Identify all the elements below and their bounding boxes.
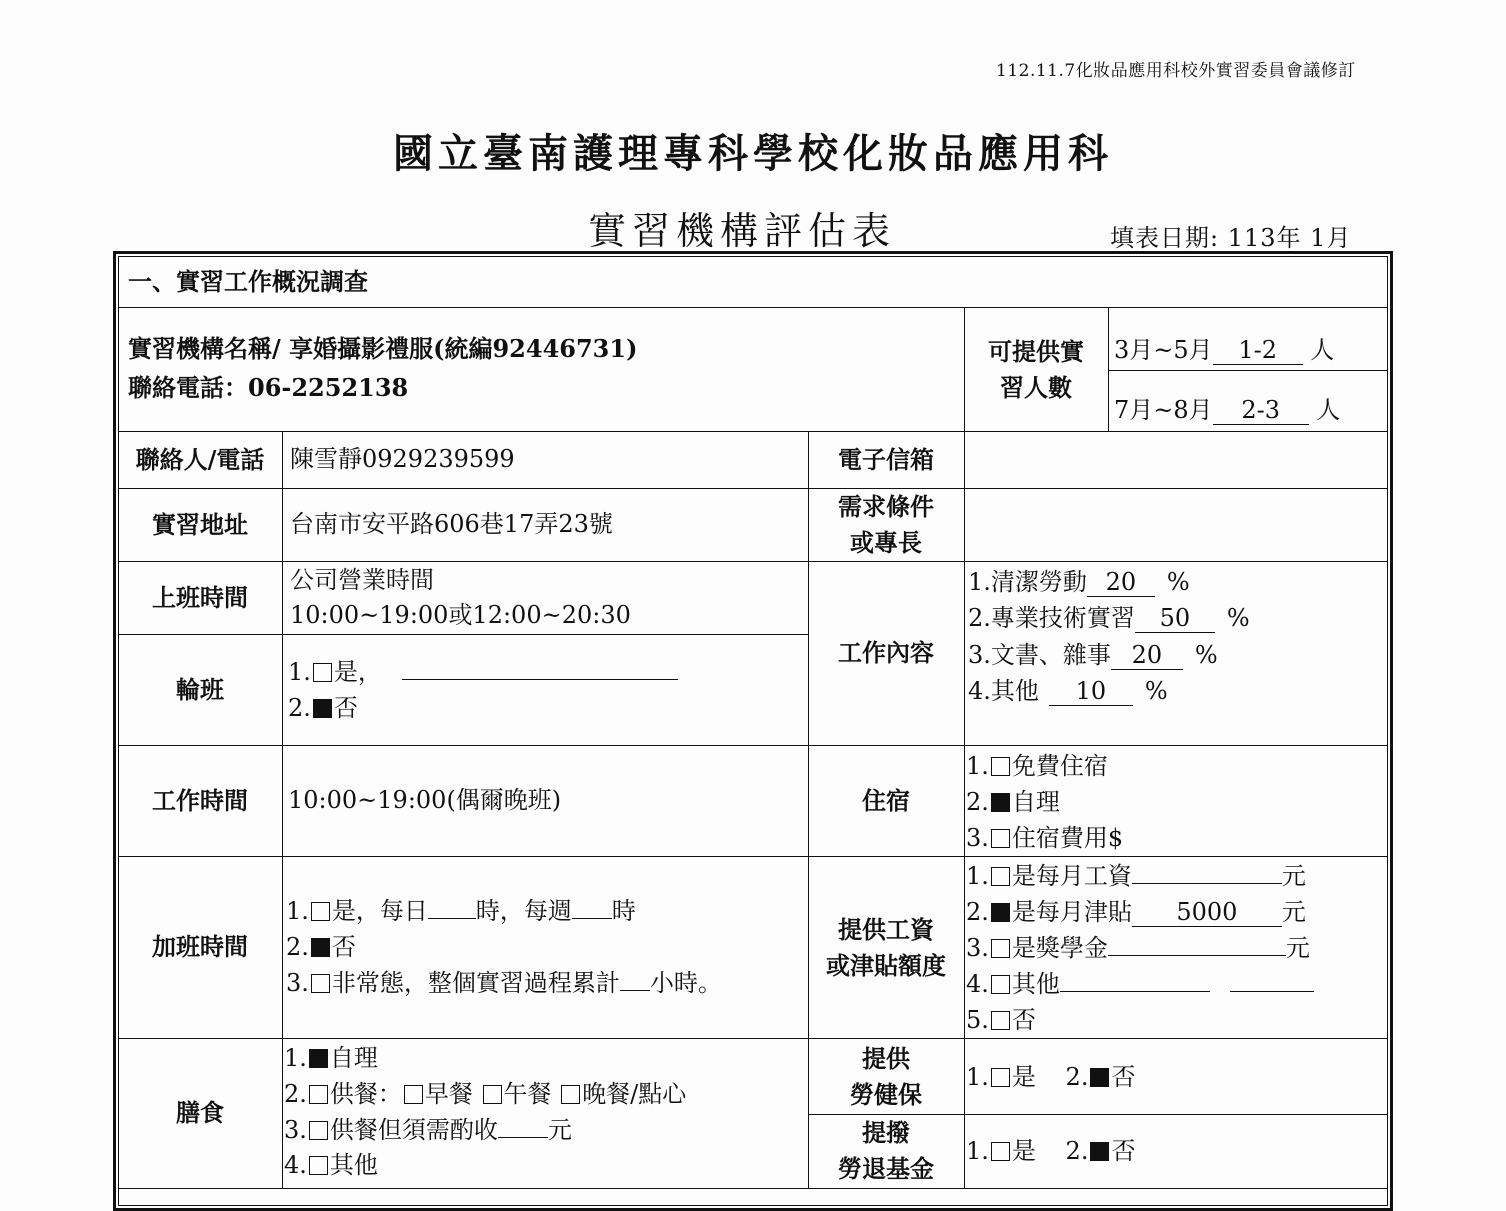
checkbox-checked[interactable] (309, 1049, 328, 1068)
checkbox[interactable] (991, 975, 1010, 994)
capacity-row (1114, 392, 1340, 428)
blank-line (402, 679, 678, 680)
shift-label: 輪班 (176, 674, 224, 704)
email-label: 電子信箱 (838, 444, 934, 474)
option-text: 是每月津貼 (1011, 898, 1132, 926)
option-number: 1. (284, 1044, 307, 1072)
rule (118, 431, 1388, 432)
checkbox[interactable] (991, 757, 1010, 776)
option-number: 2. (966, 788, 989, 816)
option-text: 是， (333, 658, 382, 686)
blank-line (572, 918, 612, 919)
job-item-value: 20 (1111, 641, 1183, 670)
option-text: 元 (547, 1116, 572, 1144)
option-text: 是 (1011, 1063, 1036, 1091)
job-item-value: 50 (1135, 604, 1215, 633)
checkbox[interactable] (309, 1156, 328, 1175)
checkbox-checked[interactable] (1090, 1142, 1109, 1161)
rule (118, 1038, 1388, 1039)
option-value: 5000 (1132, 898, 1282, 927)
overtime-option-no (286, 929, 356, 965)
capacity-label (964, 330, 1108, 410)
capacity-label-line1: 可提供實 (988, 337, 1084, 366)
blank-line (498, 1137, 548, 1138)
option-number: 2. (966, 898, 989, 926)
capacity-period: 3月~5月 (1114, 336, 1213, 364)
capacity-unit: 人 (1316, 396, 1341, 424)
rule (118, 488, 1388, 489)
option-text: 否 (1111, 1063, 1136, 1091)
job-content-item (968, 673, 1168, 709)
checkbox[interactable] (483, 1085, 502, 1104)
option-text: 是，每日 (331, 897, 428, 925)
checkbox-checked[interactable] (991, 903, 1010, 922)
checkbox-checked[interactable] (313, 699, 332, 718)
labor-insurance-label (808, 1040, 964, 1114)
job-item-text: 2.專業技術實習 (968, 604, 1135, 632)
checkbox[interactable] (313, 663, 332, 682)
requirements-label (808, 488, 964, 561)
option-number: 2. (284, 1080, 307, 1108)
address-label: 實習地址 (152, 509, 248, 539)
option-number: 3. (286, 969, 309, 997)
option-text: 是獎學金 (1011, 934, 1108, 962)
institution-phone: 聯絡電話：06-2252138 (128, 373, 409, 402)
option-number: 1. (966, 862, 989, 890)
checkbox[interactable] (561, 1085, 580, 1104)
checkbox[interactable] (991, 939, 1010, 958)
option-text: 其他 (329, 1151, 378, 1179)
institution-name: 實習機構名稱/ 享婚攝影禮服(統編92446731) (128, 334, 638, 363)
option-text: 晚餐/點心 (582, 1080, 687, 1108)
checkbox[interactable] (311, 902, 330, 921)
lodging-option (966, 820, 1123, 856)
salary-option (966, 1002, 1036, 1038)
option-text: 是每月工資 (1011, 862, 1132, 890)
labor-insurance-label-line1: 提供 (862, 1044, 910, 1073)
working-time-label: 工作時間 (152, 785, 248, 815)
checkbox[interactable] (991, 1068, 1010, 1087)
option-text: 非常態，整個實習過程累計 (331, 969, 620, 997)
option-text: 時 (611, 897, 636, 925)
blank-line (1060, 991, 1210, 992)
section-heading: 一、實習工作概況調查 (128, 267, 368, 296)
capacity-count: 1-2 (1213, 336, 1303, 365)
option-text: 免費住宿 (1011, 752, 1108, 780)
job-item-value: 10 (1049, 677, 1133, 706)
revision-note: 112.11.7化妝品應用科校外實習委員會議修訂 (996, 61, 1356, 81)
rule (118, 307, 1388, 308)
option-text: 否 (1111, 1137, 1136, 1165)
checkbox-checked[interactable] (991, 793, 1010, 812)
school-title: 國立臺南護理專科學校化妝品應用科 (393, 130, 1113, 177)
option-text: 小時。 (649, 969, 722, 997)
checkbox[interactable] (309, 1085, 328, 1104)
meals-option (284, 1147, 378, 1183)
option-number: 1. (966, 1137, 989, 1165)
option-value (1132, 883, 1282, 884)
overtime-option-yes (286, 893, 636, 929)
pension-label-line1: 提撥 (862, 1118, 910, 1147)
option-number: 3. (966, 934, 989, 962)
form-title: 實習機構評估表 (588, 209, 897, 253)
option-text: 否 (333, 694, 358, 722)
option-unit: 元 (1285, 934, 1310, 962)
requirements-label-line2: 或專長 (850, 527, 922, 557)
checkbox[interactable] (309, 1121, 328, 1140)
overtime-option-irregular (286, 965, 722, 1001)
option-number: 1. (966, 752, 989, 780)
fill-date-label: 填表日期: (1110, 224, 1220, 252)
salary-label (808, 890, 964, 1005)
option-unit: 元 (1281, 898, 1306, 926)
salary-option (966, 966, 1314, 1002)
work-hours-line2: 10:00~19:00或12:00~20:30 (290, 601, 631, 629)
checkbox-checked[interactable] (311, 938, 330, 957)
option-number: 2. (1065, 1137, 1089, 1165)
capacity-label-line2: 習人數 (1000, 373, 1072, 402)
rule (964, 431, 965, 1188)
option-number: 2. (1065, 1063, 1089, 1091)
job-content-item (968, 637, 1218, 673)
meals-label: 膳食 (176, 1098, 224, 1127)
job-content-label: 工作內容 (838, 638, 934, 667)
checkbox[interactable] (991, 829, 1010, 848)
meals-option (284, 1076, 686, 1112)
checkbox[interactable] (311, 974, 330, 993)
option-number: 4. (966, 970, 989, 998)
option-text: 時，每週 (475, 897, 572, 925)
work-hours-line1: 公司營業時間 (290, 566, 434, 594)
pension-label (808, 1114, 964, 1188)
blank-line (620, 990, 650, 991)
working-time-value: 10:00~19:00(偶爾晚班) (288, 786, 562, 814)
rule (282, 431, 283, 1188)
work-hours-label: 上班時間 (152, 582, 248, 612)
rule (1108, 307, 1109, 431)
job-item-text: 3.文書、雜事 (968, 641, 1111, 669)
option-text: 自理 (329, 1044, 378, 1072)
option-text: 是 (1011, 1137, 1036, 1165)
option-text: 早餐 (424, 1080, 473, 1108)
checkbox[interactable] (991, 867, 1010, 886)
option-text: 其他 (1011, 970, 1060, 998)
job-item-unit: % (1166, 568, 1190, 596)
salary-option (966, 894, 1306, 930)
meals-option (284, 1040, 378, 1076)
blank-line (1230, 991, 1314, 992)
checkbox[interactable] (404, 1085, 423, 1104)
capacity-unit: 人 (1310, 336, 1335, 364)
salary-option (966, 930, 1310, 966)
option-text: 供餐但須需酌收 (329, 1116, 498, 1144)
rule (118, 745, 1388, 746)
lodging-option (966, 784, 1060, 820)
salary-option (966, 858, 1306, 894)
option-number: 2. (288, 694, 311, 722)
contact-value: 陳雪靜0929239599 (290, 445, 515, 473)
option-number: 4. (284, 1151, 307, 1179)
address-value: 台南市安平路606巷17弄23號 (290, 510, 613, 538)
job-item-text: 4.其他 (968, 677, 1039, 705)
capacity-period: 7月~8月 (1114, 396, 1213, 424)
salary-label-line1: 提供工資 (838, 914, 934, 944)
pension-options (966, 1133, 1135, 1169)
capacity-row (1114, 332, 1334, 368)
option-number: 5. (966, 1006, 989, 1034)
contact-label: 聯絡人/電話 (135, 444, 265, 474)
rule (118, 1188, 1388, 1189)
option-number: 1. (966, 1063, 989, 1091)
job-item-unit: % (1226, 604, 1250, 632)
option-text: 住宿費用$ (1011, 824, 1124, 852)
checkbox[interactable] (991, 1011, 1010, 1030)
option-number: 3. (966, 824, 989, 852)
job-item-unit: % (1194, 641, 1218, 669)
shift-option-yes (288, 654, 678, 690)
blank-line (428, 918, 476, 919)
checkbox-checked[interactable] (1090, 1068, 1109, 1087)
lodging-option (966, 748, 1108, 784)
option-text: 否 (1011, 1006, 1036, 1034)
job-item-unit: % (1144, 677, 1168, 705)
job-item-text: 1.清潔勞動 (968, 568, 1087, 596)
rule (118, 856, 1388, 857)
option-unit: 元 (1281, 862, 1306, 890)
shift-option-no (288, 690, 358, 726)
rule (1108, 370, 1388, 371)
job-content-item (968, 600, 1250, 636)
fill-date (1110, 218, 1351, 253)
option-text: 午餐 (503, 1080, 552, 1108)
checkbox[interactable] (991, 1142, 1010, 1161)
requirements-label-line1: 需求條件 (838, 491, 934, 521)
capacity-count: 2-3 (1213, 396, 1309, 425)
option-value (1108, 955, 1286, 956)
option-number: 2. (286, 933, 309, 961)
option-number: 3. (284, 1116, 307, 1144)
labor-insurance-options (966, 1059, 1135, 1095)
job-item-value: 20 (1087, 568, 1155, 597)
option-number: 1. (286, 897, 309, 925)
option-text: 供餐： (329, 1080, 402, 1108)
overtime-label: 加班時間 (152, 932, 248, 961)
option-number: 1. (288, 658, 311, 686)
fill-date-value: 113年 1月 (1227, 224, 1352, 252)
job-content-item (968, 564, 1190, 600)
option-text: 自理 (1011, 788, 1060, 816)
meals-option (284, 1112, 572, 1148)
salary-label-line2: 或津貼額度 (826, 950, 946, 980)
lodging-label: 住宿 (862, 785, 910, 815)
option-text: 否 (331, 933, 356, 961)
labor-insurance-label-line2: 勞健保 (850, 1080, 922, 1109)
pension-label-line2: 勞退基金 (838, 1154, 934, 1183)
